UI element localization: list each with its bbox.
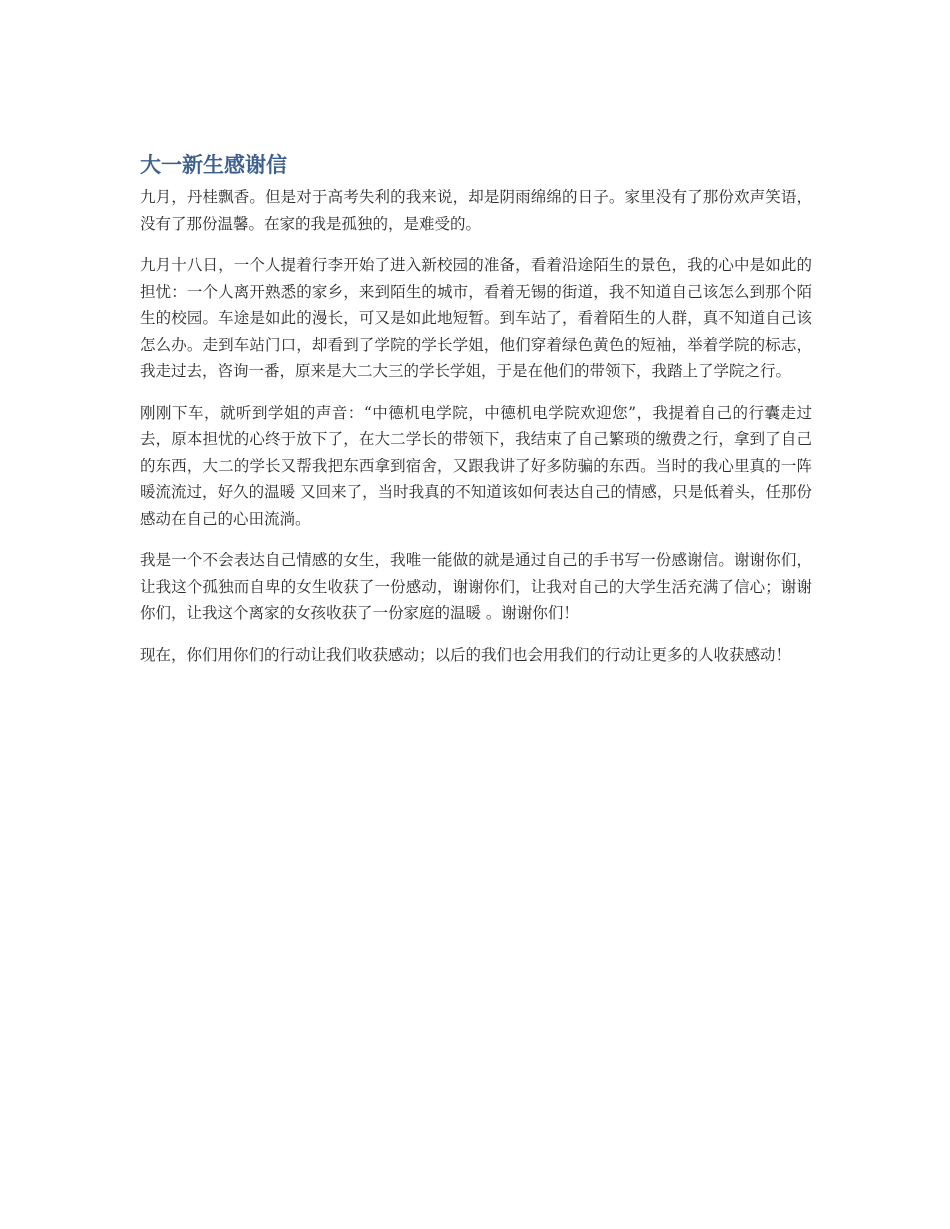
paragraph-1: 九月，丹桂飘香。但是对于高考失利的我来说，却是阴雨绵绵的日子。家里没有了那份欢声笑语，没有了那份温馨。在家的我是孤独的，是难受的。 bbox=[140, 188, 812, 233]
paragraph-4: 我是一个不会表达自己情感的女生，我唯一能做的就是通过自己的手书写一份感谢信。谢谢你们，让我这个孤独而自卑的女生收获了一份感动，谢谢你们，让我对自己的大学生活充满了信心；谢谢你们，让我这个离家的女孩收获了一份家庭的温暖 。谢谢你们！ bbox=[140, 551, 812, 622]
paragraph-3: 刚刚下车，就听到学姐的声音：“中德机电学院，中德机电学院欢迎您”，我提着自己的行囊走过去，原本担忧的心终于放下了，在大二学长的带领下，我结束了自己繁琐的缴费之行，拿到了自己的东西，大二的学长又帮我把东西拿到宿舍，又跟我讲了好多防骗的东西。当时的我心里真的一阵暖流流过，好久的温暖 又回来了，当时我真的不知道该如何表达自己的情感，只是低着头，任那份感动在自己的心田流淌。 bbox=[140, 403, 812, 528]
document-page bbox=[140, 150, 812, 683]
paragraph-2: 九月十八日，一个人提着行李开始了进入新校园的准备，看着沿途陌生的景色，我的心中是如此的担忧：一个人离开熟悉的家乡，来到陌生的城市，看着无锡的街道，我不知道自己该怎么到那个陌生的校园。车途是如此的漫长，可又是如此地短暂。到车站了，看着陌生的人群，真不知道自己该怎么办。走到车站门口，却看到了学院的学长学姐，他们穿着绿色黄色的短袖，举着学院的标志，我走过去，咨询一番，原来是大二大三的学长学姐，于是在他们的带领下，我踏上了学院之行。 bbox=[140, 256, 812, 380]
document-title: 大一新生感谢信 bbox=[140, 153, 287, 177]
paragraph-5: 现在，你们用你们的行动让我们收获感动；以后的我们也会用我们的行动让更多的人收获感动！ bbox=[140, 645, 792, 664]
